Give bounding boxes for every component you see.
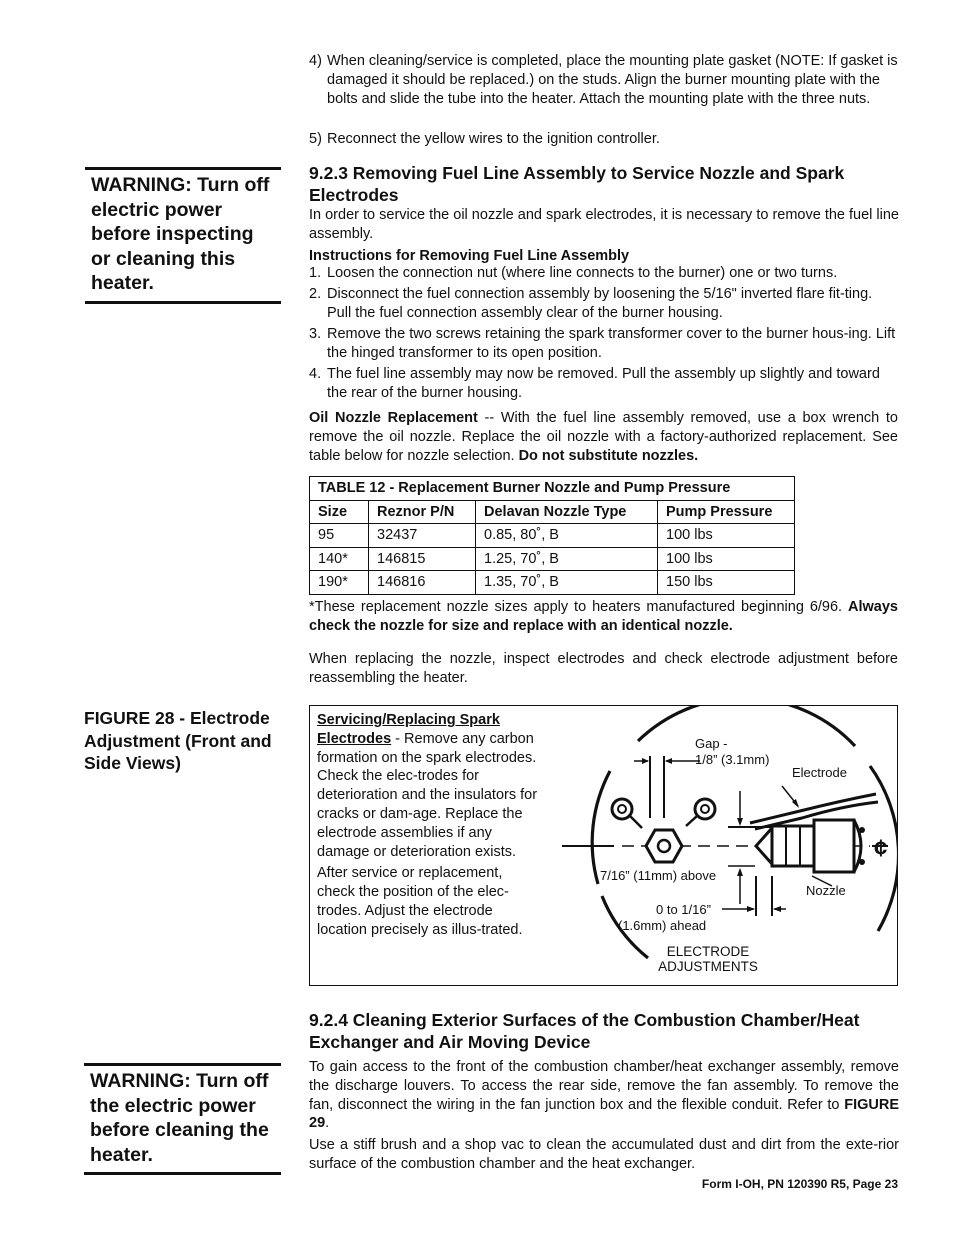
servicing-title: Servicing/Replacing Spark Electrodes (317, 712, 500, 747)
table-row (310, 524, 795, 548)
table-header-cell: Pump Pressure (658, 500, 795, 524)
nozzle-replacement-text: -- With the fuel line assembly removed, use a box wrench to remove the oil nozzle. Replace the oil nozzle with a factory-authorized replacement. See table below for nozzle selection. (309, 410, 898, 464)
step-1 (309, 264, 899, 283)
table-caption: TABLE 12 - Replacement Burner Nozzle and Pump Pressure (310, 477, 795, 501)
section-heading: 9.2.3 Removing Fuel Line Assembly to Service Nozzle and Spark Electrodes (309, 163, 845, 205)
centerline-symbol: ¢ (874, 835, 888, 862)
ahead-label-2: (1.6mm) ahead (618, 918, 707, 933)
servicing-text: - Remove any carbon formation on the spark electrodes. Check the elec-trodes for deterioration and the insulators for cracks or dam-age. Replace the electrode assemblies if any damage or deterioration exists. (317, 730, 538, 860)
gap-label-1: Gap - (695, 736, 728, 751)
table-cell: 100 lbs (658, 524, 795, 548)
table-header-cell: Delavan Nozzle Type (476, 500, 658, 524)
step-text: Disconnect the fuel connection assembly by loosening the 5/16" inverted flare fit-ting. Pull the fuel connection assembly clear of the burner housing. (327, 286, 873, 321)
step-4 (309, 365, 899, 403)
nozzle-table (309, 476, 795, 595)
nozzle-replacement-label: Oil Nozzle Replacement (309, 410, 478, 426)
step-number: 2. (309, 286, 322, 302)
ahead-label-1: 0 to 1/16” (656, 902, 711, 917)
warning-text: WARNING: Turn off electric power before inspecting or cleaning this heater. (91, 174, 270, 294)
table-row (310, 571, 795, 595)
page-footer: Form I-OH, PN 120390 R5, Page 23 (701, 1177, 898, 1191)
replace-note: When replacing the nozzle, inspect electrodes and check electrode adjustment before reassembling the heater. (309, 651, 898, 686)
para1-end: . (325, 1115, 330, 1132)
table-header-cell: Size (310, 500, 369, 524)
table-header-row (310, 500, 795, 524)
table-cell: 32437 (369, 524, 476, 548)
section-paragraph-2: Use a stiff brush and a shop vac to clean the accumulated dust and dirt from the exte-rior surface of the combustion chamber and the heat exchanger. (309, 1137, 899, 1172)
warning-box-inspect (85, 167, 281, 304)
intro-item-text: When cleaning/service is completed, place the mounting plate gasket (NOTE: If gasket is damaged it should be replaced.) on the studs. Align the burner mounting plate with the bolts and slide the tube into the heater. Attach the mounting plate with the three nuts. (327, 53, 898, 107)
intro-item-5 (309, 130, 899, 149)
step-text: Remove the two screws retaining the spark transformer cover to the burner hous-ing. Lift the hinged transformer to its open position. (327, 326, 896, 361)
intro-item-number: 5) (309, 131, 322, 147)
para1-text: To gain access to the front of the combustion chamber/heat exchanger assembly, remove the discharge louvers. To access the rear side, remove the fan assembly. To remove the fan, disconnect the wiring in the fan junction box and the flexible conduit. Refer to (309, 1059, 899, 1113)
step-number: 3. (309, 326, 322, 342)
warning-text: WARNING: Turn off the electric power before cleaning the heater. (90, 1070, 269, 1166)
warning-box-cleaning (84, 1063, 281, 1175)
table-row (310, 547, 795, 571)
table-cell: 140* (310, 547, 369, 571)
section-intro: In order to service the oil nozzle and spark electrodes, it is necessary to remove the fuel line assembly. (309, 207, 899, 242)
above-label: 7/16” (11mm) above (600, 868, 717, 883)
figure-reference: FIGURE 29 (309, 1096, 899, 1132)
footnote-text: *These replacement nozzle sizes apply to heaters manufactured beginning 6/96. (309, 599, 849, 615)
figure-caption: FIGURE 28 - Electrode Adjustment (Front and Side Views) (84, 708, 272, 773)
gap-label-2: 1/8” (3.1mm) (695, 752, 770, 767)
instructions-title: Instructions for Removing Fuel Line Assembly (309, 247, 630, 264)
after-service-paragraph: After service or replacement, check the position of the elec-trodes. Adjust the electrode location precisely as illus-trated. (317, 865, 523, 938)
section-923 (309, 162, 899, 265)
table-footnote (309, 598, 898, 636)
electrode-label: Electrode (792, 765, 847, 780)
table-cell: 95 (310, 524, 369, 548)
step-text: Loosen the connection nut (where line connects to the burner) one or two turns. (327, 265, 838, 281)
nozzle-replacement-paragraph (309, 409, 898, 465)
step-3 (309, 325, 899, 363)
figure-28-box (309, 705, 898, 986)
servicing-text-block (317, 711, 539, 940)
section-paragraph-1 (309, 1058, 899, 1133)
nozzle-label: Nozzle (806, 883, 846, 898)
table-cell: 1.25, 70˚, B (476, 547, 658, 571)
table-cell: 0.85, 80˚, B (476, 524, 658, 548)
electrode-diagram (550, 706, 897, 985)
table-cell: 146816 (369, 571, 476, 595)
table-cell: 150 lbs (658, 571, 795, 595)
section-924 (309, 1009, 899, 1174)
intro-item-text: Reconnect the yellow wires to the ignition controller. (327, 131, 660, 147)
table-header-cell: Reznor P/N (369, 500, 476, 524)
diagram-title-1: ELECTRODE (666, 944, 750, 959)
table-cell: 1.35, 70˚, B (476, 571, 658, 595)
step-text: The fuel line assembly may now be removed. Pull the assembly up slightly and toward the rear of the burner housing. (327, 366, 880, 401)
table-cell: 190* (310, 571, 369, 595)
servicing-paragraph (317, 711, 539, 861)
diagram-title-2: ADJUSTMENTS (658, 959, 758, 974)
table-cell: 100 lbs (658, 547, 795, 571)
table-cell: 146815 (369, 547, 476, 571)
step-number: 1. (309, 265, 322, 281)
intro-item-number: 4) (309, 53, 322, 69)
nozzle-replacement-warning: Do not substitute nozzles. (518, 447, 699, 464)
step-number: 4. (309, 366, 322, 382)
step-2 (309, 285, 899, 323)
intro-item-4 (309, 52, 899, 108)
section-heading: 9.2.4 Cleaning Exterior Surfaces of the Combustion Chamber/Heat Exchanger and Air Moving Device (309, 1010, 860, 1052)
footnote-bold: Always check the nozzle for size and replace with an identical nozzle. (309, 599, 898, 634)
